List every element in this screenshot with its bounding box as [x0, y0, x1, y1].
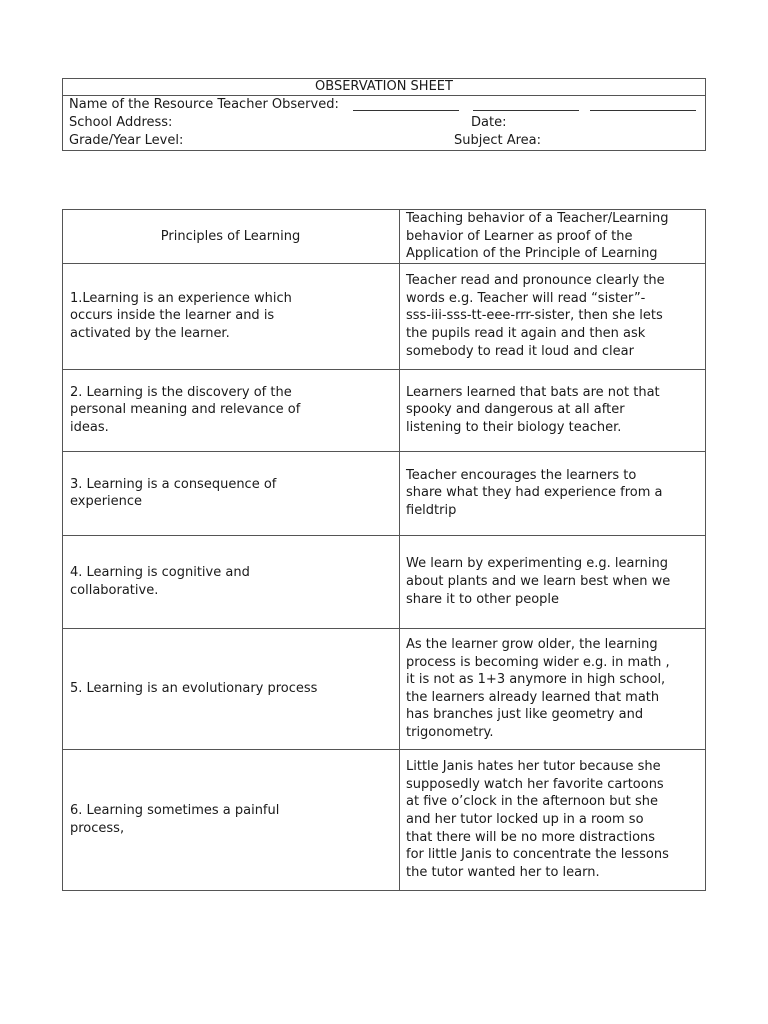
teacher-name-blank-2	[473, 110, 579, 111]
grade-level-label: Grade/Year Level:	[69, 133, 184, 148]
grade-level-line	[63, 132, 705, 150]
principle-cell: 6. Learning sometimes a painful process,	[63, 749, 400, 890]
principles-table	[62, 209, 706, 891]
table-row	[63, 628, 706, 749]
table-header-row	[63, 210, 706, 264]
table-row	[63, 263, 706, 369]
table-row	[63, 451, 706, 535]
observation-header-box	[62, 78, 706, 151]
subject-area-label: Subject Area:	[454, 133, 542, 148]
table-row	[63, 535, 706, 628]
principle-cell: 5. Learning is an evolutionary process	[63, 628, 400, 749]
table-row	[63, 369, 706, 451]
behavior-cell: Learners learned that bats are not that spooky and dangerous at all after listening to their biology teacher.	[400, 369, 706, 451]
teacher-name-label: Name of the Resource Teacher Observed:	[69, 97, 339, 112]
behavior-cell: Teacher read and pronounce clearly the words e.g. Teacher will read “sister”- sss-iii-sss-tt-eee-rrr-sister, then she lets the pupils read it again and then ask somebody to read it loud and clear	[400, 263, 706, 369]
principles-column-header: Principles of Learning	[63, 210, 400, 264]
principle-cell: 4. Learning is cognitive and collaborative.	[63, 535, 400, 628]
principle-cell: 2. Learning is the discovery of the personal meaning and relevance of ideas.	[63, 369, 400, 451]
behavior-column-header: Teaching behavior of a Teacher/Learning behavior of Learner as proof of the Application of the Principle of Learning	[400, 210, 706, 264]
behavior-cell: Teacher encourages the learners to share what they had experience from a fieldtrip	[400, 451, 706, 535]
principle-cell: 3. Learning is a consequence of experience	[63, 451, 400, 535]
sheet-title: OBSERVATION SHEET	[63, 79, 705, 96]
principle-cell: 1.Learning is an experience which occurs inside the learner and is activated by the learner.	[63, 263, 400, 369]
teacher-name-blank-1	[353, 110, 459, 111]
behavior-cell: We learn by experimenting e.g. learning about plants and we learn best when we share it to other people	[400, 535, 706, 628]
school-address-label: School Address:	[69, 115, 173, 130]
behavior-cell: As the learner grow older, the learning process is becoming wider e.g. in math , it is not as 1+3 anymore in high school, the learners already learned that math has branches just like geometry and trigonometry.	[400, 628, 706, 749]
behavior-cell: Little Janis hates her tutor because she supposedly watch her favorite cartoons at five o’clock in the afternoon but she and her tutor locked up in a room so that there will be no more distractions for little Janis to concentrate the lessons the tutor wanted her to learn.	[400, 749, 706, 890]
date-label: Date:	[471, 115, 507, 130]
teacher-name-blank-3	[590, 110, 696, 111]
table-row	[63, 749, 706, 890]
teacher-name-line	[63, 96, 705, 114]
school-address-line	[63, 114, 705, 132]
